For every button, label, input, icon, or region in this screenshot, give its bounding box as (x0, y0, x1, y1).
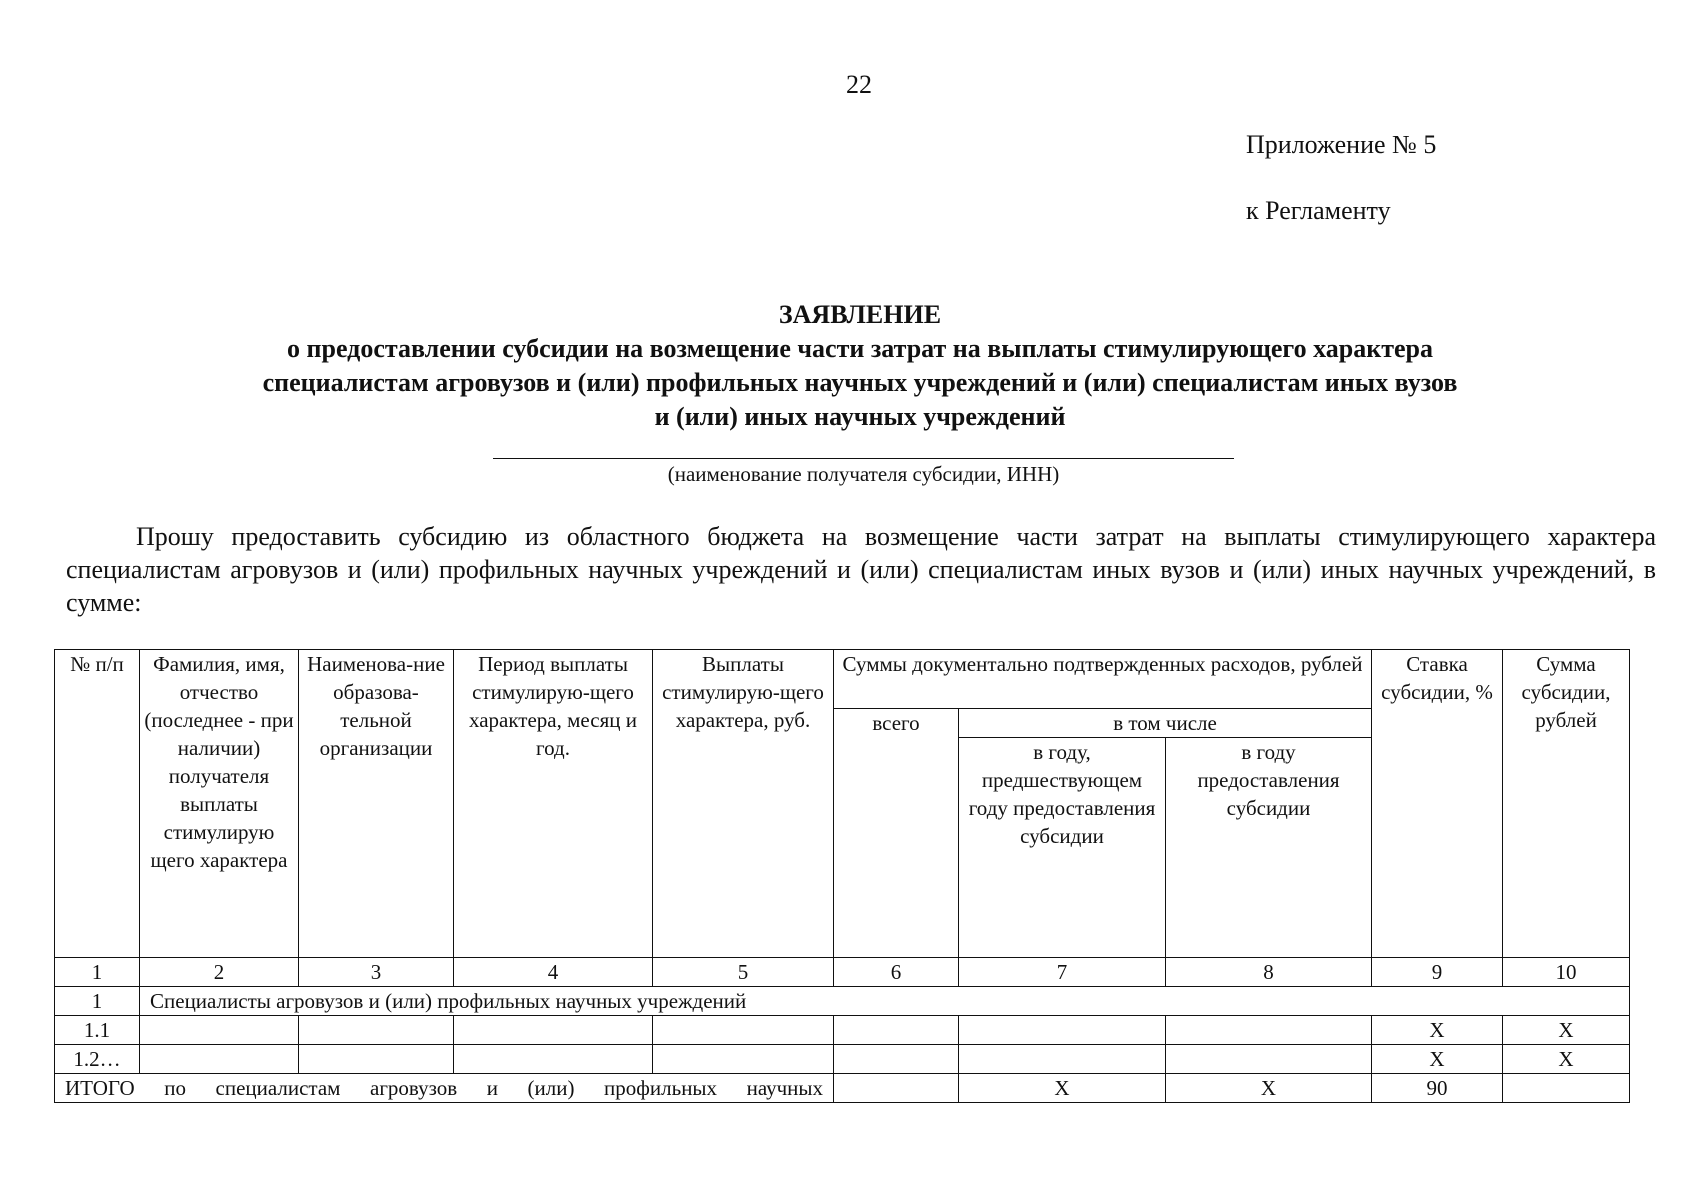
cell-payments (653, 1045, 834, 1074)
total-row (55, 1074, 1630, 1103)
column-number: 5 (653, 958, 834, 987)
cell-period (454, 1016, 653, 1045)
cell-name (140, 1045, 299, 1074)
total-label: ИТОГО по специалистам агровузов и (или) профильных научных (55, 1074, 834, 1103)
header-including: в том числе (959, 709, 1372, 738)
title-line-3: специалистам агровузов и (или) профильных научных учреждений и (или) специалистам иных вузов (262, 368, 1458, 397)
header-org: Наименова-ние образова-тельной организации (299, 650, 454, 958)
total-cell-grant-year: X (1166, 1074, 1372, 1103)
cell-grant-year (1166, 1016, 1372, 1045)
cell-payments (653, 1016, 834, 1045)
header-rate: Ставка субсидии, % (1372, 650, 1503, 958)
page-number: 22 (846, 70, 872, 99)
cell-rate: X (1372, 1016, 1503, 1045)
document-title (60, 298, 1660, 434)
header-sums-group: Суммы документально подтвержденных расходов, рублей (834, 650, 1372, 709)
column-number: 3 (299, 958, 454, 987)
cell-rate: X (1372, 1045, 1503, 1074)
header-total: всего (834, 709, 959, 958)
column-number: 8 (1166, 958, 1372, 987)
cell-org (299, 1045, 454, 1074)
row-num: 1.1 (55, 1016, 140, 1045)
total-cell-total (834, 1074, 959, 1103)
header-period: Период выплаты стимулирую-щего характера, месяц и год. (454, 650, 653, 958)
title-line-2: о предоставлении субсидии на возмещение части затрат на выплаты стимулирующего характера (287, 334, 1433, 363)
cell-subsidy: X (1503, 1045, 1630, 1074)
table-row (55, 1045, 1630, 1074)
appendix-label: Приложение № 5 (1246, 130, 1437, 159)
section-num: 1 (55, 987, 140, 1016)
column-number: 1 (55, 958, 140, 987)
column-number: 4 (454, 958, 653, 987)
header-subsidy-sum: Сумма субсидии, рублей (1503, 650, 1630, 958)
cell-total (834, 1045, 959, 1074)
row-num: 1.2… (55, 1045, 140, 1074)
recipient-name-line (493, 458, 1234, 459)
total-cell-subsidy (1503, 1074, 1630, 1103)
column-number: 9 (1372, 958, 1503, 987)
table-row (55, 1016, 1630, 1045)
subsidy-table (54, 649, 1630, 1103)
total-cell-prev-year: X (959, 1074, 1166, 1103)
column-number: 6 (834, 958, 959, 987)
cell-grant-year (1166, 1045, 1372, 1074)
appendix-reference: к Регламенту (1246, 196, 1391, 225)
section-label: Специалисты агровузов и (или) профильных научных учреждений (140, 987, 1630, 1016)
column-number: 2 (140, 958, 299, 987)
cell-subsidy: X (1503, 1016, 1630, 1045)
column-number: 10 (1503, 958, 1630, 987)
header-grant-year: в году предоставления субсидии (1166, 738, 1372, 958)
total-cell-rate: 90 (1372, 1074, 1503, 1103)
cell-name (140, 1016, 299, 1045)
request-paragraph: Прошу предоставить субсидию из областного бюджета на возмещение части затрат на выплаты стимулирующего характера специалистам агровузов и (или) профильных научных учреждений и (или) специалистам иных вузов и (или) иных научных учреждений, в сумме: (66, 522, 1656, 617)
cell-prev-year (959, 1016, 1166, 1045)
header-prev-year: в году, предшествующем году предоставления субсидии (959, 738, 1166, 958)
header-num: № п/п (55, 650, 140, 958)
cell-period (454, 1045, 653, 1074)
header-payments: Выплаты стимулирую-щего характера, руб. (653, 650, 834, 958)
cell-total (834, 1016, 959, 1045)
cell-org (299, 1016, 454, 1045)
header-name: Фамилия, имя, отчество (последнее - при наличии) получателя выплаты стимулирую щего характера (140, 650, 299, 958)
cell-prev-year (959, 1045, 1166, 1074)
title-line-4: и (или) иных научных учреждений (654, 402, 1066, 431)
recipient-caption: (наименование получателя субсидии, ИНН) (667, 462, 1060, 486)
column-number: 7 (959, 958, 1166, 987)
section-row (55, 987, 1630, 1016)
title-heading: ЗАЯВЛЕНИЕ (778, 300, 942, 329)
